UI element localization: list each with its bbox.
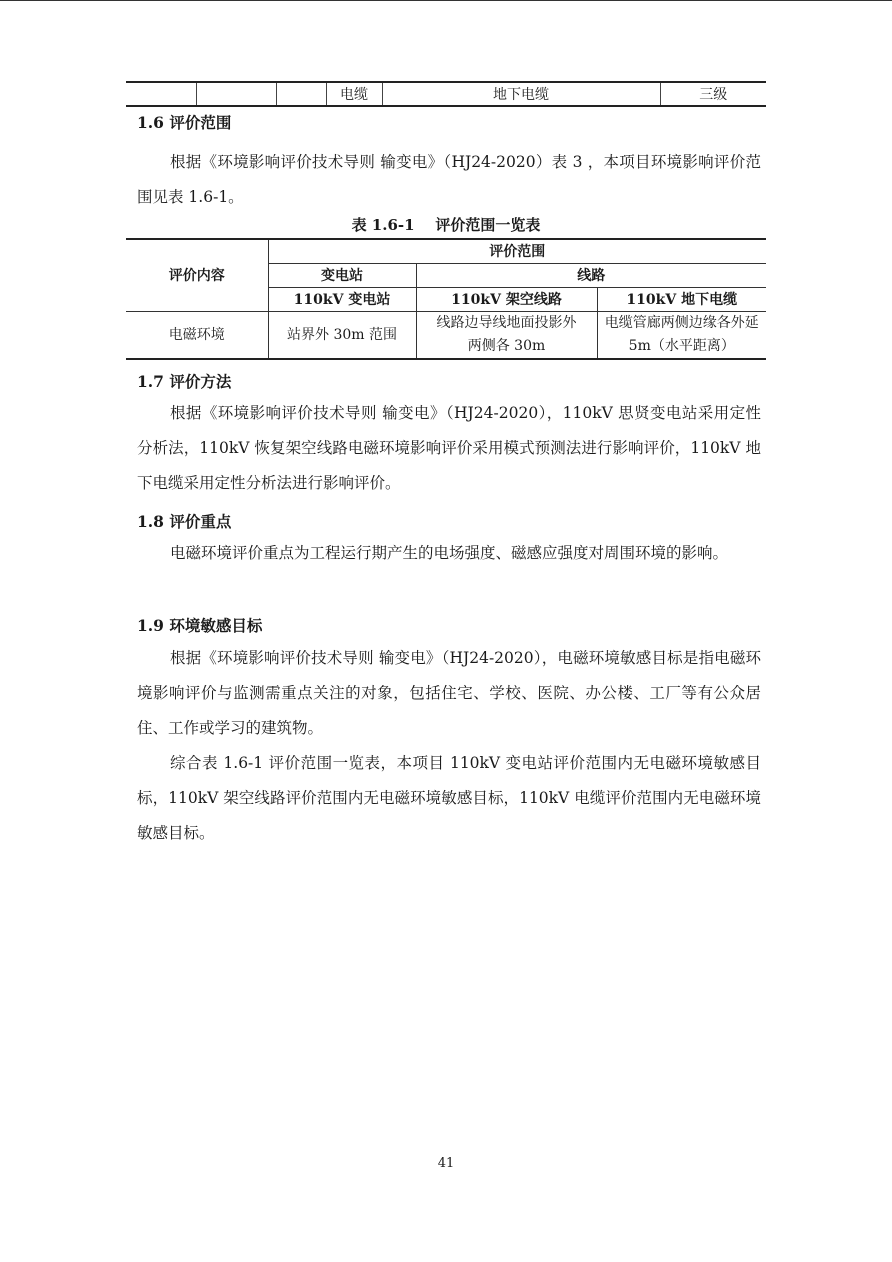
section-1-9-paragraph-2: 综合表 1.6-1 评价范围一览表，本项目 110kV 变电站评价范围内无电磁环境敏感目标，110kV 架空线路评价范围内无电磁环境敏感目标，110kV 电缆评价范围内无电磁环境敏感目标。 [137, 754, 761, 842]
table-cell: 地下电缆 [382, 82, 660, 106]
scope-table [126, 238, 766, 360]
table-cell [196, 82, 276, 106]
row-label: 电磁环境 [126, 312, 268, 360]
page-number: 41 [437, 1156, 455, 1171]
section-heading-1-7: 1.7 评价方法 [137, 372, 232, 391]
page-top-border [0, 0, 892, 1]
section-heading-1-8: 1.8 评价重点 [137, 512, 232, 531]
table-cell [276, 82, 326, 106]
row-header-cell: 评价内容 [126, 239, 268, 312]
subheader-substation: 变电站 [268, 264, 416, 288]
section-heading-1-9: 1.9 环境敏感目标 [137, 616, 263, 635]
table-cell: 电缆 [326, 82, 382, 106]
section-1-7-paragraph: 根据《环境影响评价技术导则 输变电》（HJ24-2020），110kV 思贤变电站采用定性分析法，110kV 恢复架空线路电磁环境影响评价采用模式预测法进行影响评价，110kV 地下电缆采用定性分析法进行影响评价。 [137, 404, 761, 492]
column-header-cable: 110kV 地下电缆 [597, 288, 766, 312]
value-substation: 站界外 30m 范围 [268, 312, 416, 360]
table-cell [126, 82, 196, 106]
table-cell: 三级 [660, 82, 766, 106]
table-header-row [126, 239, 766, 264]
column-header-overhead: 110kV 架空线路 [416, 288, 597, 312]
section-heading-1-6: 1.6 评价范围 [137, 113, 232, 132]
section-1-8-paragraph: 电磁环境评价重点为工程运行期产生的电场强度、磁感应强度对周围环境的影响。 [170, 544, 729, 562]
table-caption: 表 1.6-1 评价范围一览表 [351, 216, 541, 234]
section-1-9-paragraph-1: 根据《环境影响评价技术导则 输变电》（HJ24-2020），电磁环境敏感目标是指电磁环境影响评价与监测需重点关注的对象，包括住宅、学校、医院、办公楼、工厂等有公众居住、工作或学习的建筑物。 [137, 649, 761, 737]
table-row [126, 312, 766, 360]
value-overhead: 线路边导线地面投影外两侧各 30m [416, 312, 597, 360]
continued-table [126, 81, 766, 107]
column-header-substation: 110kV 变电站 [268, 288, 416, 312]
subheader-line: 线路 [416, 264, 766, 288]
section-1-6-paragraph: 根据《环境影响评价技术导则 输变电》（HJ24-2020）表 3 ，本项目环境影响评价范围见表 1.6-1。 [137, 153, 761, 206]
table-row [126, 82, 766, 106]
value-cable: 电缆管廊两侧边缘各外延 5m（水平距离） [597, 312, 766, 360]
group-header-cell: 评价范围 [268, 239, 766, 264]
